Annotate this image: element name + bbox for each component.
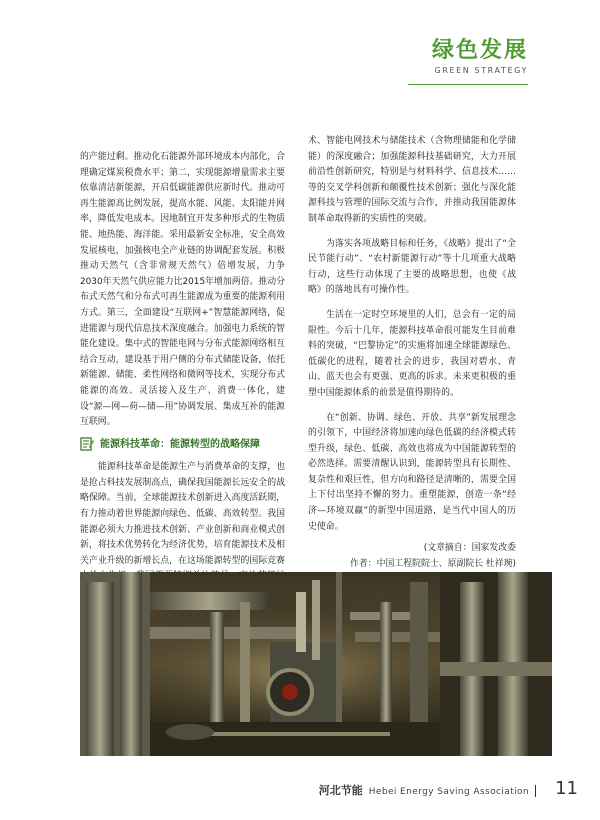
industrial-plant-photo — [80, 572, 552, 756]
subsection-heading — [80, 437, 285, 453]
right-column — [308, 134, 516, 572]
article-source — [308, 541, 516, 572]
page-number: 11 — [555, 778, 578, 799]
section-subtitle: GREEN STRATEGY — [434, 66, 528, 75]
right-paragraph-3: 生活在一定时空环境里的人们，总会有一定的局限性。今后十几年，能源科技革命很可能发生目前难料的突破，“巴黎协定”的实施将加速全球能源绿色、低碳化的进程，随着社会的进步，我国对碧水、青山、蓝天也会有更强、更高的诉求。未来更积极的重塑中国能源体系的前景是值得期待的。 — [308, 309, 516, 398]
right-paragraph-1: 术、智能电网技术与储能技术（含物理储能和化学储能）的深度融合；加强能源科技基础研究，大力开展前沿性创新研究，特别是与材料科学、信息技术……等的交叉学科创新和颠覆性技术创新；强化与深化能源科技与管理的国际交流与合作，并推动我国能源体制革命取得新的实质性的突破。 — [308, 136, 516, 224]
section-header — [432, 38, 528, 75]
page-footer — [0, 778, 600, 802]
magazine-name-cn: 河北节能 — [318, 784, 363, 797]
left-paragraph-2: 能源科技革命是能源生产与消费革命的支撑，也是抢占科技发展制高点，确保我国能源长远安全的战略保障。当前，全球能源技术创新进入高度活跃期，有力推动着世界能源向绿色、低碳、高效转型。我国能源必须大力推进技术创新、产业创新和商业模式创新，将技术优势转化为经济优势，培育能源技术及相关产业升级的新增长点，在这场能源转型的国际竞赛 — [80, 462, 285, 566]
magazine-name-en: Hebei Energy Saving Association — [368, 787, 529, 797]
source-line-2: 作者：中国工程院院士、原副院长 杜祥琬) — [349, 558, 516, 569]
document-icon — [80, 437, 94, 451]
source-line-1: (文章摘自：国家发改委 — [423, 543, 516, 554]
footer-magazine — [319, 782, 542, 798]
right-paragraph-2: 为落实各项战略目标和任务，《战略》提出了“全民节能行动”、“农村新能源行动”等十几项重大战略行动，这些行动体现了主要的战略思想，也使《战略》的落地具有可操作性。 — [308, 238, 516, 296]
footer-separator — [535, 785, 536, 797]
subsection-title: 能源科技革命：能源转型的战略保障 — [100, 438, 260, 450]
right-paragraph-4: 在“创新、协调、绿色、开放、共享”新发展理念的引领下，中国经济将加速向绿色低碳的经济模式转型升级，绿色、低碳、高效也将成为中国能源转型的必然选择。需要清醒认识到，能源转型具有长期性、复杂性和艰巨性，但方向和路径是清晰的，需要全国上下付出坚持不懈的努力。重塑能源，创造一条“经济—环境双赢”的新型中国道路，是当代中国人的历史使命。 — [308, 412, 516, 532]
left-column — [80, 150, 285, 616]
header-divider — [408, 84, 528, 85]
section-title: 绿色发展 — [431, 38, 528, 63]
left-paragraph-1: 的产能过剩。推动化石能源外部环境成本内部化，合理确定煤炭税费水平；第二，实现能源增量需求主要依靠清洁新能源，开启低碳能源供应新时代。推动可再生能源高比例发展，提高水能、风能、太阳能并网率，降低发电成本。因地制宜开发多种形式的生物质能、地热能、海洋能。采用最新安全标准，安全高效发展核电，加强核电全产业链的协调配套发展。积极推动天然气（含非常规天然气）倍增发展，力争2030年天然气供应能力比2015年增加两倍。推动分布式天然气和分布式可再生能源成为重要的能源利用方式。第三，全面建设“互联网+”智慧能源网络，促进能源与现代信息技术深度融合。加强电力系统的智能化建设。集中式的智能电网与分布式能源网络相互结合互动，建设基于用户侧的分布式储能设备，依托新能源、储能、柔性网络和微网等技术，实现分布式能源的高效、灵活接入及生产、消费一体化，建设“源—网—荷—储—用”协调发展、集成互补的能源互联网。 — [80, 152, 285, 428]
